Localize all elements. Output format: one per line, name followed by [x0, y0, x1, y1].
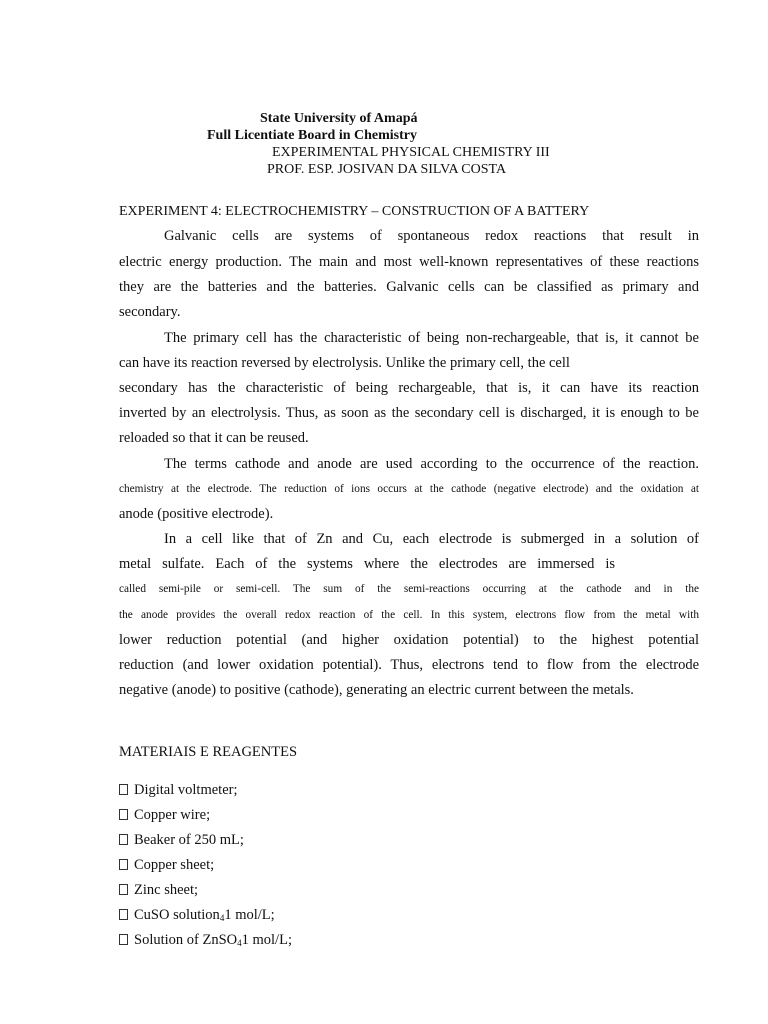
- paragraph-line: anode (positive electrode).: [119, 506, 274, 522]
- paragraph-line: lower reduction potential (and higher oxidation potential) to the highest potential: [119, 632, 699, 648]
- subscript: 4: [219, 913, 225, 923]
- paragraph-line: chemistry at the electrode. The reduction of ions occurs at the cathode (negative electrode) and the oxidation at: [119, 483, 699, 495]
- paragraph-line: they are the batteries and the batteries. Galvanic cells can be classified as primary and: [119, 279, 699, 295]
- professor-name: PROF. ESP. JOSIVAN DA SILVA COSTA: [267, 162, 507, 177]
- paragraph-line: reloaded so that it can be reused.: [119, 430, 309, 446]
- paragraph-line: reduction (and lower oxidation potential). Thus, electrons tend to flow from the electrode: [119, 657, 699, 673]
- paragraph-line: The terms cathode and anode are used according to the occurrence of the reaction.: [164, 456, 699, 472]
- subscript: 4: [237, 938, 242, 948]
- paragraph-line: electric energy production. The main and most well-known representatives of these reactions: [119, 254, 699, 270]
- checkbox-icon: [119, 784, 128, 795]
- paragraph-line: called semi-pile or semi-cell. The sum of the semi-reactions occurring at the cathode and in the: [119, 583, 699, 595]
- paragraph-line: In a cell like that of Zn and Cu, each electrode is submerged in a solution of: [164, 531, 699, 547]
- list-item-label: Digital voltmeter;: [134, 782, 238, 798]
- paragraph-line: The primary cell has the characteristic of being non-rechargeable, that is, it cannot be: [164, 330, 699, 346]
- board-name: Full Licentiate Board in Chemistry: [207, 128, 417, 143]
- paragraph-line: metal sulfate. Each of the systems where the electrodes are immersed is: [119, 556, 615, 572]
- paragraph-line: inverted by an electrolysis. Thus, as soon as the secondary cell is discharged, it is enough to be: [119, 405, 699, 421]
- list-item: [119, 906, 275, 927]
- paragraph-line: Galvanic cells are systems of spontaneous redox reactions that result in: [164, 228, 699, 244]
- list-item: [119, 881, 198, 899]
- list-item-label: Zinc sheet;: [134, 882, 199, 898]
- checkbox-icon: [119, 934, 128, 945]
- list-item-label: 1 mol/L;: [224, 907, 275, 923]
- paragraph-line: secondary.: [119, 304, 181, 320]
- paragraph-line: can have its reaction reversed by electrolysis. Unlike the primary cell, the cell: [119, 355, 570, 371]
- list-item-label: CuSO solution: [134, 907, 220, 923]
- list-item: [119, 806, 210, 824]
- list-item: [119, 856, 214, 874]
- list-item-label: Copper wire;: [134, 807, 211, 823]
- checkbox-icon: [119, 809, 128, 820]
- list-item: [119, 781, 238, 799]
- checkbox-icon: [119, 909, 128, 920]
- materials-heading: MATERIAIS E REAGENTES: [119, 744, 298, 760]
- paragraph-line: negative (anode) to positive (cathode), generating an electric current between the metals.: [119, 682, 634, 698]
- checkbox-icon: [119, 884, 128, 895]
- list-item: [119, 831, 244, 849]
- university-name: State University of Amapá: [260, 111, 418, 126]
- experiment-title: EXPERIMENT 4: ELECTROCHEMISTRY – CONSTRUCTION OF A BATTERY: [119, 204, 590, 219]
- checkbox-icon: [119, 859, 128, 870]
- list-item-label: Solution of ZnSO: [134, 932, 238, 948]
- list-item-label: 1 mol/L;: [241, 932, 292, 948]
- list-item-label: Beaker of 250 mL;: [134, 832, 244, 848]
- list-item: [119, 931, 292, 952]
- paragraph-line: the anode provides the overall redox reaction of the cell. In this system, electrons flow from the metal with: [119, 609, 699, 621]
- paragraph-line: secondary has the characteristic of being rechargeable, that is, it can have its reaction: [119, 380, 699, 396]
- list-item-label: Copper sheet;: [134, 857, 215, 873]
- course-name: EXPERIMENTAL PHYSICAL CHEMISTRY III: [272, 145, 550, 160]
- checkbox-icon: [119, 834, 128, 845]
